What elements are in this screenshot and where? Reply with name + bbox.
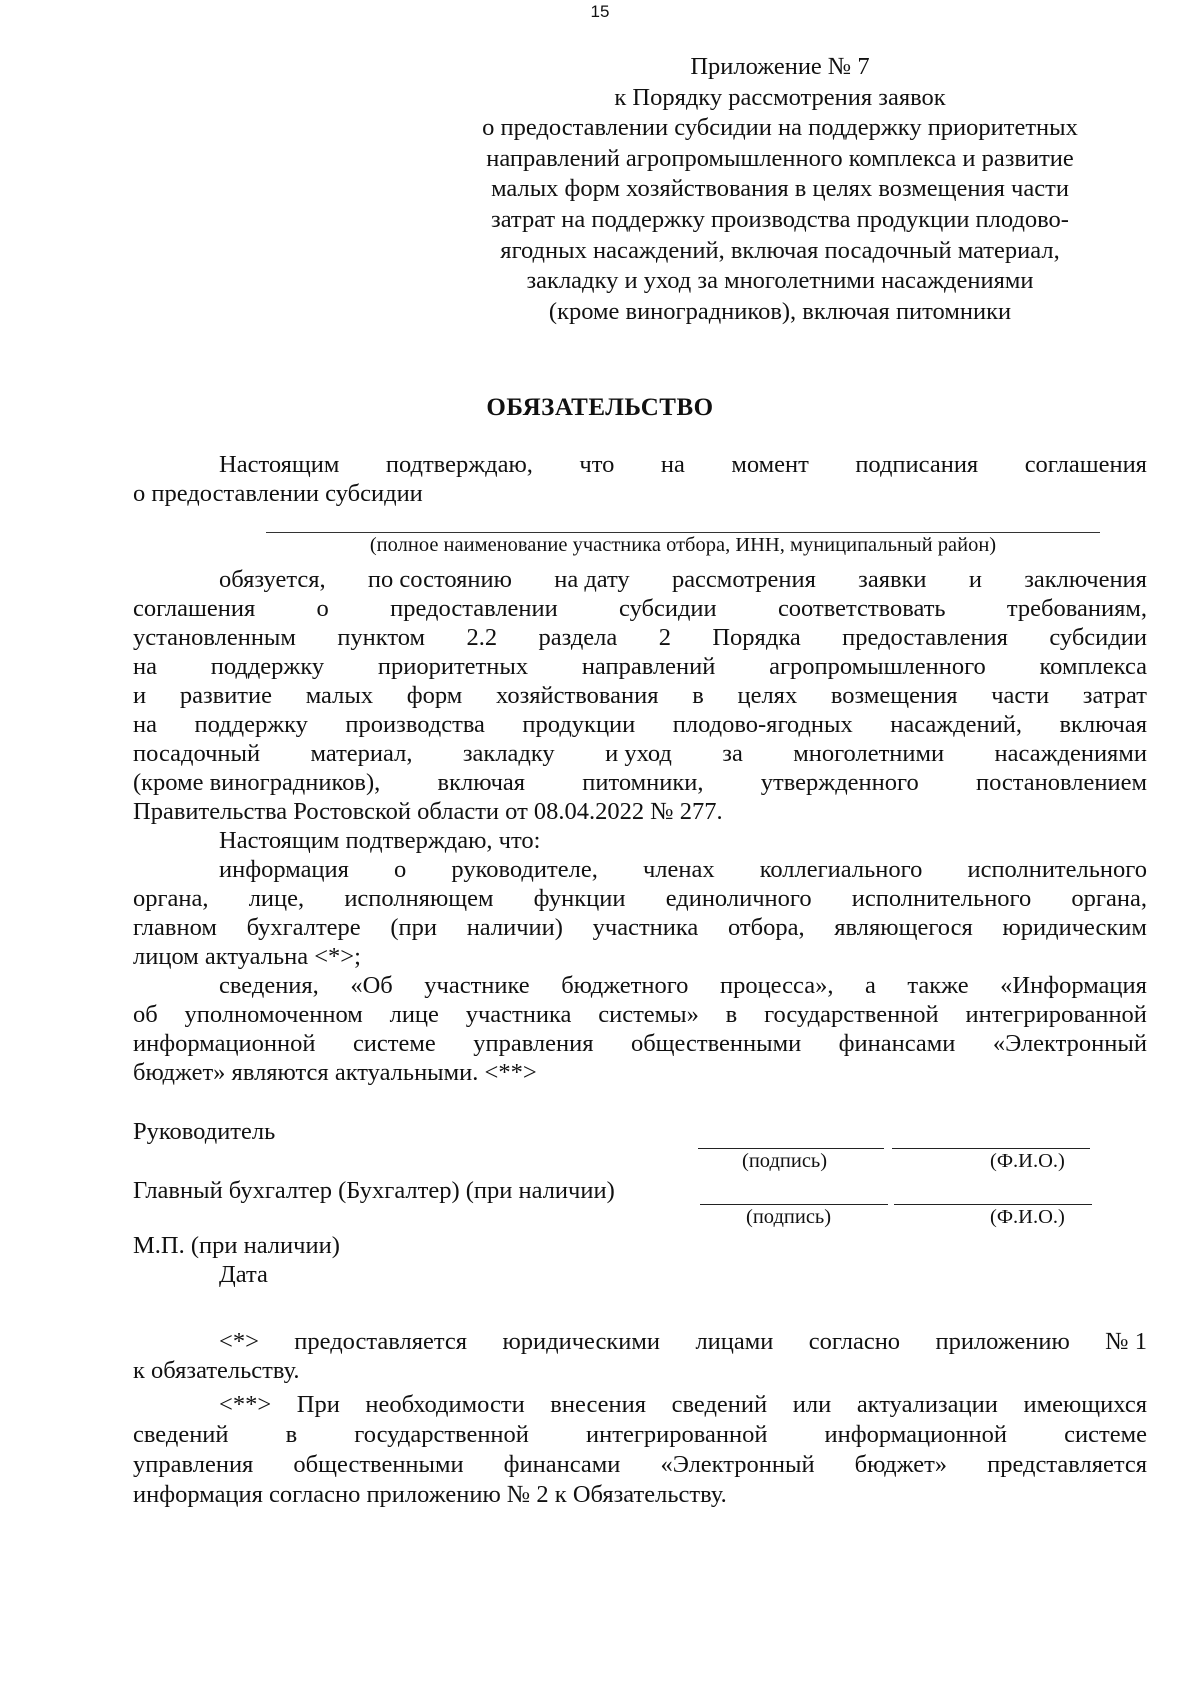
word: системы» xyxy=(598,1001,699,1028)
word: форм xyxy=(406,682,463,709)
word: «Информация xyxy=(1000,972,1147,999)
obligation-line xyxy=(133,710,1147,739)
word: бюджет» xyxy=(854,1451,948,1478)
word: также xyxy=(907,972,969,999)
footnote-2-line xyxy=(133,1390,1147,1419)
word: что xyxy=(579,451,615,478)
word: питомники, xyxy=(582,769,704,796)
word: участника xyxy=(592,914,699,941)
word: коллегиального xyxy=(759,856,923,883)
word: агропромышленного xyxy=(769,653,986,680)
accountant-name-caption: (Ф.И.О.) xyxy=(990,1206,1065,1228)
word: лице, xyxy=(248,885,305,912)
word: наличии) xyxy=(466,914,563,941)
word: обязуется, xyxy=(219,566,326,593)
appendix-line: закладку и уход за многолетними насаждениями xyxy=(526,267,1034,295)
word: в xyxy=(725,1001,738,1028)
word: системе xyxy=(1064,1421,1147,1448)
word: соответствовать xyxy=(777,595,946,622)
appendix-line: ягодных насаждений, включая посадочный материал, xyxy=(500,236,1060,264)
obligation-line xyxy=(133,681,1147,710)
word: (кроме виноградников), xyxy=(133,769,381,796)
obligation-line xyxy=(133,565,1147,594)
appendix-line: о предоставлении субсидии на поддержку приоритетных xyxy=(482,114,1078,142)
word: заявки xyxy=(858,566,927,593)
word: актуализации xyxy=(856,1391,998,1418)
word: информация xyxy=(219,856,349,883)
word: общественными xyxy=(630,1030,802,1057)
word: плодово-ягодных xyxy=(672,711,853,738)
word: органа, xyxy=(1071,885,1147,912)
stamp-label: М.П. (при наличии) xyxy=(133,1232,340,1259)
word: включая xyxy=(437,769,526,796)
word: процесса», xyxy=(719,972,834,999)
budget-line xyxy=(133,1029,1147,1058)
word: за xyxy=(722,740,743,767)
word: комплекса xyxy=(1039,653,1147,680)
word: и xyxy=(133,682,147,709)
word: поддержку xyxy=(210,653,325,680)
word: о xyxy=(316,595,329,622)
word: имеющихся xyxy=(1023,1391,1147,1418)
intro-line: о предоставлении субсидии xyxy=(133,480,423,507)
head-label: Руководитель xyxy=(133,1118,276,1145)
word: Настоящим xyxy=(219,451,340,478)
obligation-line xyxy=(133,768,1147,797)
word: заключения xyxy=(1024,566,1147,593)
participant-name-caption: (полное наименование участника отбора, ИНН, муниципальный район) xyxy=(369,534,997,556)
info-line: лицом актуальна <*>; xyxy=(133,943,361,970)
word: управления xyxy=(473,1030,594,1057)
date-label: Дата xyxy=(219,1261,268,1288)
word: участника xyxy=(465,1001,572,1028)
word: о xyxy=(394,856,407,883)
accountant-signature-caption: (подпись) xyxy=(746,1206,832,1228)
word: Порядка xyxy=(712,624,801,651)
word: юридическими xyxy=(502,1328,661,1355)
word: 2 xyxy=(658,624,671,651)
word: представляется xyxy=(987,1451,1147,1478)
word: многолетними xyxy=(793,740,945,767)
word: по состоянию xyxy=(367,566,512,593)
word: «Электронный xyxy=(992,1030,1147,1057)
word: производства xyxy=(345,711,485,738)
word: членах xyxy=(642,856,715,883)
word: информационной xyxy=(824,1421,1008,1448)
word: требованиям, xyxy=(1006,595,1147,622)
word: на xyxy=(660,451,685,478)
word: системе xyxy=(352,1030,436,1057)
head-name-caption: (Ф.И.О.) xyxy=(990,1150,1065,1172)
word: на дату xyxy=(554,566,630,593)
word: посадочный xyxy=(133,740,261,767)
info-line xyxy=(133,855,1147,884)
word: включая xyxy=(1059,711,1147,738)
word: интегрированной xyxy=(586,1421,768,1448)
word: главном xyxy=(133,914,217,941)
word: поддержку xyxy=(194,711,308,738)
word: подписания xyxy=(855,451,979,478)
word: хозяйствования xyxy=(496,682,659,709)
word: части xyxy=(991,682,1050,709)
word: сведений xyxy=(671,1391,768,1418)
intro-line xyxy=(133,450,1147,479)
word: и уход xyxy=(605,740,672,767)
word: <*> xyxy=(219,1328,259,1355)
word: насаждениями xyxy=(994,740,1147,767)
document-title: ОБЯЗАТЕЛЬСТВО xyxy=(486,394,714,421)
footnote-2-line xyxy=(133,1450,1147,1479)
word: единоличного xyxy=(665,885,812,912)
footnote-2-line: информация согласно приложению № 2 к Обязательству. xyxy=(133,1481,727,1508)
word: утвержденного xyxy=(760,769,919,796)
word: развитие xyxy=(179,682,273,709)
word: «Электронный xyxy=(660,1451,815,1478)
word: приоритетных xyxy=(377,653,529,680)
word: в xyxy=(285,1421,298,1448)
word: и xyxy=(968,566,982,593)
accountant-label: Главный бухгалтер (Бухгалтер) (при наличии) xyxy=(133,1177,615,1204)
word: подтверждаю, xyxy=(385,451,533,478)
obligation-line xyxy=(133,739,1147,768)
word: материал, xyxy=(310,740,413,767)
word: интегрированной xyxy=(965,1001,1147,1028)
word: юридическим xyxy=(1002,914,1147,941)
obligation-line xyxy=(133,594,1147,623)
word: отбора, xyxy=(727,914,805,941)
word: предоставлении xyxy=(390,595,558,622)
word: исполнительного xyxy=(967,856,1147,883)
word: <**> xyxy=(219,1391,272,1418)
appendix-line: затрат на поддержку производства продукции плодово- xyxy=(491,205,1069,233)
word: лице xyxy=(389,1001,439,1028)
word: целях xyxy=(737,682,798,709)
word: малых xyxy=(305,682,374,709)
word: или xyxy=(792,1391,832,1418)
word: руководителе, xyxy=(451,856,598,883)
appendix-line: (кроме виноградников), включая питомники xyxy=(548,297,1012,325)
budget-line: бюджет» являются актуальными. <**> xyxy=(133,1059,537,1086)
word: сведения, xyxy=(219,972,319,999)
info-line xyxy=(133,913,1147,942)
word: государственной xyxy=(764,1001,939,1028)
word: участнике xyxy=(424,972,530,999)
word: насаждений, xyxy=(890,711,1022,738)
word: бюджетного xyxy=(561,972,689,999)
word: субсидии xyxy=(619,595,717,622)
word: соглашения xyxy=(1024,451,1147,478)
page-number: 15 xyxy=(590,2,610,21)
word: необходимости xyxy=(365,1391,525,1418)
word: момент xyxy=(731,451,809,478)
footnote-1-line: к обязательству. xyxy=(133,1357,300,1384)
info-line xyxy=(133,884,1147,913)
word: функции xyxy=(533,885,626,912)
word: бухгалтере xyxy=(246,914,361,941)
word: пунктом xyxy=(337,624,426,651)
word: предоставляется xyxy=(294,1328,468,1355)
head-signature-field[interactable] xyxy=(698,1148,884,1149)
appendix-line: направлений агропромышленного комплекса и развитие xyxy=(486,144,1074,172)
obligation-line xyxy=(133,652,1147,681)
word: «Об xyxy=(350,972,393,999)
footnote-2-line xyxy=(133,1420,1147,1449)
word: уполномоченном xyxy=(184,1001,363,1028)
word: сведений xyxy=(133,1421,229,1448)
appendix-line: к Порядку рассмотрения заявок xyxy=(614,83,946,111)
word: управления xyxy=(133,1451,254,1478)
word: установленным xyxy=(133,624,296,651)
budget-line xyxy=(133,1000,1147,1029)
word: а xyxy=(864,972,876,999)
participant-name-field[interactable] xyxy=(266,532,1100,533)
accountant-name-field[interactable] xyxy=(894,1204,1092,1205)
word: на xyxy=(133,711,157,738)
word: финансами xyxy=(838,1030,956,1057)
budget-line xyxy=(133,971,1147,1000)
word: финансами xyxy=(503,1451,621,1478)
word: При xyxy=(296,1391,340,1418)
word: общественными xyxy=(293,1451,464,1478)
obligation-line xyxy=(133,623,1147,652)
word: № 1 xyxy=(1105,1328,1147,1355)
confirm-heading: Настоящим подтверждаю, что: xyxy=(219,827,541,854)
word: направлений xyxy=(581,653,716,680)
word: предоставления xyxy=(842,624,1008,651)
word: органа, xyxy=(133,885,209,912)
word: (при xyxy=(390,914,437,941)
accountant-signature-field[interactable] xyxy=(700,1204,888,1205)
appendix-header xyxy=(440,52,1120,327)
word: согласно xyxy=(808,1328,901,1355)
word: затрат xyxy=(1082,682,1147,709)
appendix-line: малых форм хозяйствования в целях возмещения части xyxy=(491,175,1069,203)
word: в xyxy=(692,682,704,709)
word: на xyxy=(133,653,157,680)
word: приложению xyxy=(935,1328,1070,1355)
appendix-line: Приложение № 7 xyxy=(690,53,870,80)
word: об xyxy=(133,1001,158,1028)
obligation-line: Правительства Ростовской области от 08.04.2022 № 277. xyxy=(133,798,723,825)
word: информационной xyxy=(133,1030,316,1057)
head-name-field[interactable] xyxy=(892,1148,1090,1149)
word: постановлением xyxy=(975,769,1147,796)
word: продукции xyxy=(522,711,636,738)
word: 2.2 xyxy=(466,624,498,651)
word: лицами xyxy=(695,1328,774,1355)
footnote-1-line xyxy=(133,1327,1147,1356)
word: закладку xyxy=(462,740,555,767)
word: субсидии xyxy=(1049,624,1147,651)
word: являющегося xyxy=(834,914,973,941)
head-signature-caption: (подпись) xyxy=(742,1150,828,1172)
word: исполняющем xyxy=(344,885,494,912)
word: раздела xyxy=(538,624,618,651)
word: внесения xyxy=(550,1391,646,1418)
word: соглашения xyxy=(133,595,256,622)
word: возмещения xyxy=(830,682,958,709)
word: рассмотрения xyxy=(671,566,816,593)
word: государственной xyxy=(354,1421,529,1448)
word: исполнительного xyxy=(851,885,1032,912)
